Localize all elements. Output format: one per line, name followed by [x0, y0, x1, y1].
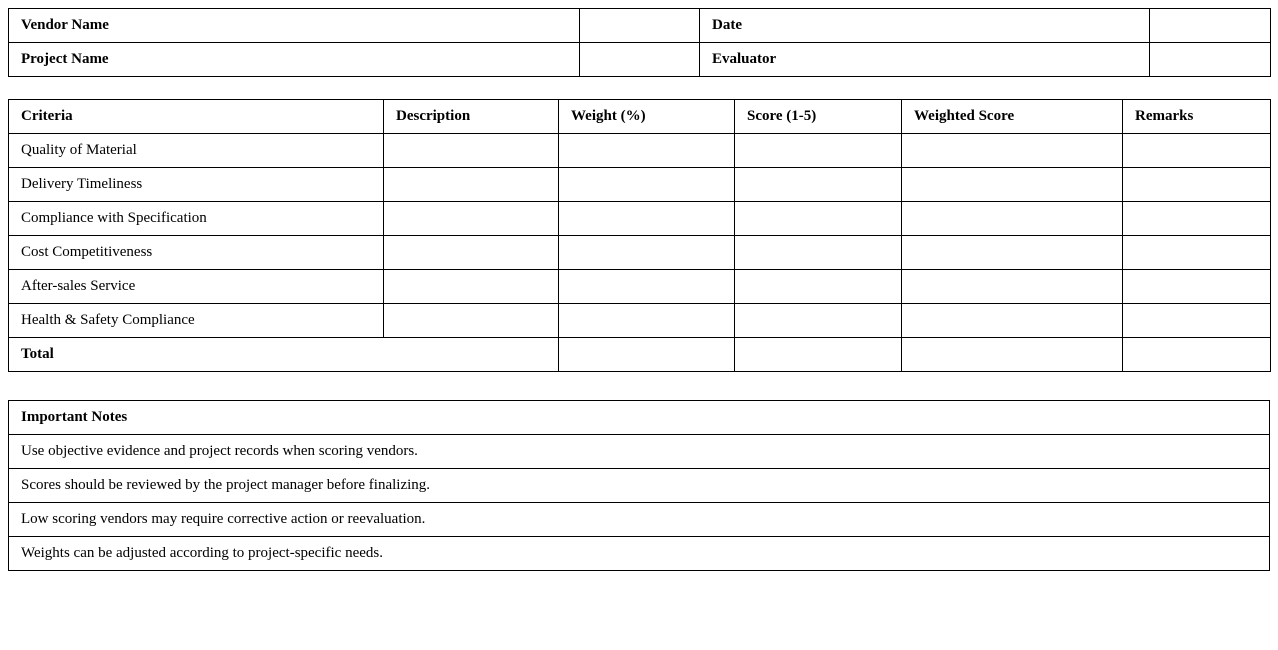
weight-cell[interactable] — [559, 236, 735, 270]
weighted-score-cell[interactable] — [902, 270, 1123, 304]
total-score-cell[interactable] — [735, 338, 902, 372]
weight-cell[interactable] — [559, 134, 735, 168]
note-item: Scores should be reviewed by the project manager before finalizing. — [9, 469, 1270, 503]
note-item: Use objective evidence and project records when scoring vendors. — [9, 435, 1270, 469]
weighted-score-cell[interactable] — [902, 134, 1123, 168]
total-remarks-cell[interactable] — [1123, 338, 1271, 372]
evaluator-label: Evaluator — [700, 43, 1150, 77]
table-row — [9, 270, 1271, 304]
score-cell[interactable] — [735, 270, 902, 304]
vendor-name-field[interactable] — [580, 9, 700, 43]
total-row — [9, 338, 1271, 372]
column-header-criteria: Criteria — [9, 100, 384, 134]
score-cell[interactable] — [735, 168, 902, 202]
remarks-cell[interactable] — [1123, 168, 1271, 202]
column-header-weight: Weight (%) — [559, 100, 735, 134]
date-field[interactable] — [1150, 9, 1271, 43]
weighted-score-cell[interactable] — [902, 168, 1123, 202]
note-row — [9, 435, 1270, 469]
weight-cell[interactable] — [559, 304, 735, 338]
remarks-cell[interactable] — [1123, 304, 1271, 338]
remarks-cell[interactable] — [1123, 202, 1271, 236]
weighted-score-cell[interactable] — [902, 236, 1123, 270]
note-row — [9, 469, 1270, 503]
score-cell[interactable] — [735, 134, 902, 168]
note-row — [9, 503, 1270, 537]
description-cell[interactable] — [384, 304, 559, 338]
date-label: Date — [700, 9, 1150, 43]
criteria-scoring-table — [8, 99, 1271, 372]
table-row — [9, 134, 1271, 168]
weighted-score-cell[interactable] — [902, 304, 1123, 338]
remarks-cell[interactable] — [1123, 236, 1271, 270]
table-row — [9, 168, 1271, 202]
table-row — [9, 304, 1271, 338]
total-label: Total — [9, 338, 559, 372]
remarks-cell[interactable] — [1123, 134, 1271, 168]
score-cell[interactable] — [735, 202, 902, 236]
notes-header-row — [9, 401, 1270, 435]
vendor-info-table — [8, 8, 1271, 77]
weight-cell[interactable] — [559, 202, 735, 236]
score-cell[interactable] — [735, 236, 902, 270]
criteria-header-row — [9, 100, 1271, 134]
project-name-field[interactable] — [580, 43, 700, 77]
evaluator-field[interactable] — [1150, 43, 1271, 77]
column-header-remarks: Remarks — [1123, 100, 1271, 134]
criteria-cell: Delivery Timeliness — [9, 168, 384, 202]
criteria-cell: Compliance with Specification — [9, 202, 384, 236]
score-cell[interactable] — [735, 304, 902, 338]
description-cell[interactable] — [384, 168, 559, 202]
table-row — [9, 202, 1271, 236]
description-cell[interactable] — [384, 236, 559, 270]
project-name-label: Project Name — [9, 43, 580, 77]
weight-cell[interactable] — [559, 270, 735, 304]
description-cell[interactable] — [384, 270, 559, 304]
total-weighted-score-cell[interactable] — [902, 338, 1123, 372]
total-weight-cell[interactable] — [559, 338, 735, 372]
note-row — [9, 537, 1270, 571]
description-cell[interactable] — [384, 202, 559, 236]
criteria-cell: After-sales Service — [9, 270, 384, 304]
column-header-description: Description — [384, 100, 559, 134]
weight-cell[interactable] — [559, 168, 735, 202]
project-evaluator-row — [9, 43, 1271, 77]
description-cell[interactable] — [384, 134, 559, 168]
note-item: Low scoring vendors may require corrective action or reevaluation. — [9, 503, 1270, 537]
column-header-weighted-score: Weighted Score — [902, 100, 1123, 134]
weighted-score-cell[interactable] — [902, 202, 1123, 236]
table-row — [9, 236, 1271, 270]
notes-title: Important Notes — [9, 401, 1270, 435]
vendor-name-label: Vendor Name — [9, 9, 580, 43]
important-notes-table — [8, 400, 1270, 571]
criteria-cell: Quality of Material — [9, 134, 384, 168]
column-header-score: Score (1-5) — [735, 100, 902, 134]
criteria-cell: Cost Competitiveness — [9, 236, 384, 270]
remarks-cell[interactable] — [1123, 270, 1271, 304]
note-item: Weights can be adjusted according to project-specific needs. — [9, 537, 1270, 571]
vendor-date-row — [9, 9, 1271, 43]
criteria-cell: Health & Safety Compliance — [9, 304, 384, 338]
